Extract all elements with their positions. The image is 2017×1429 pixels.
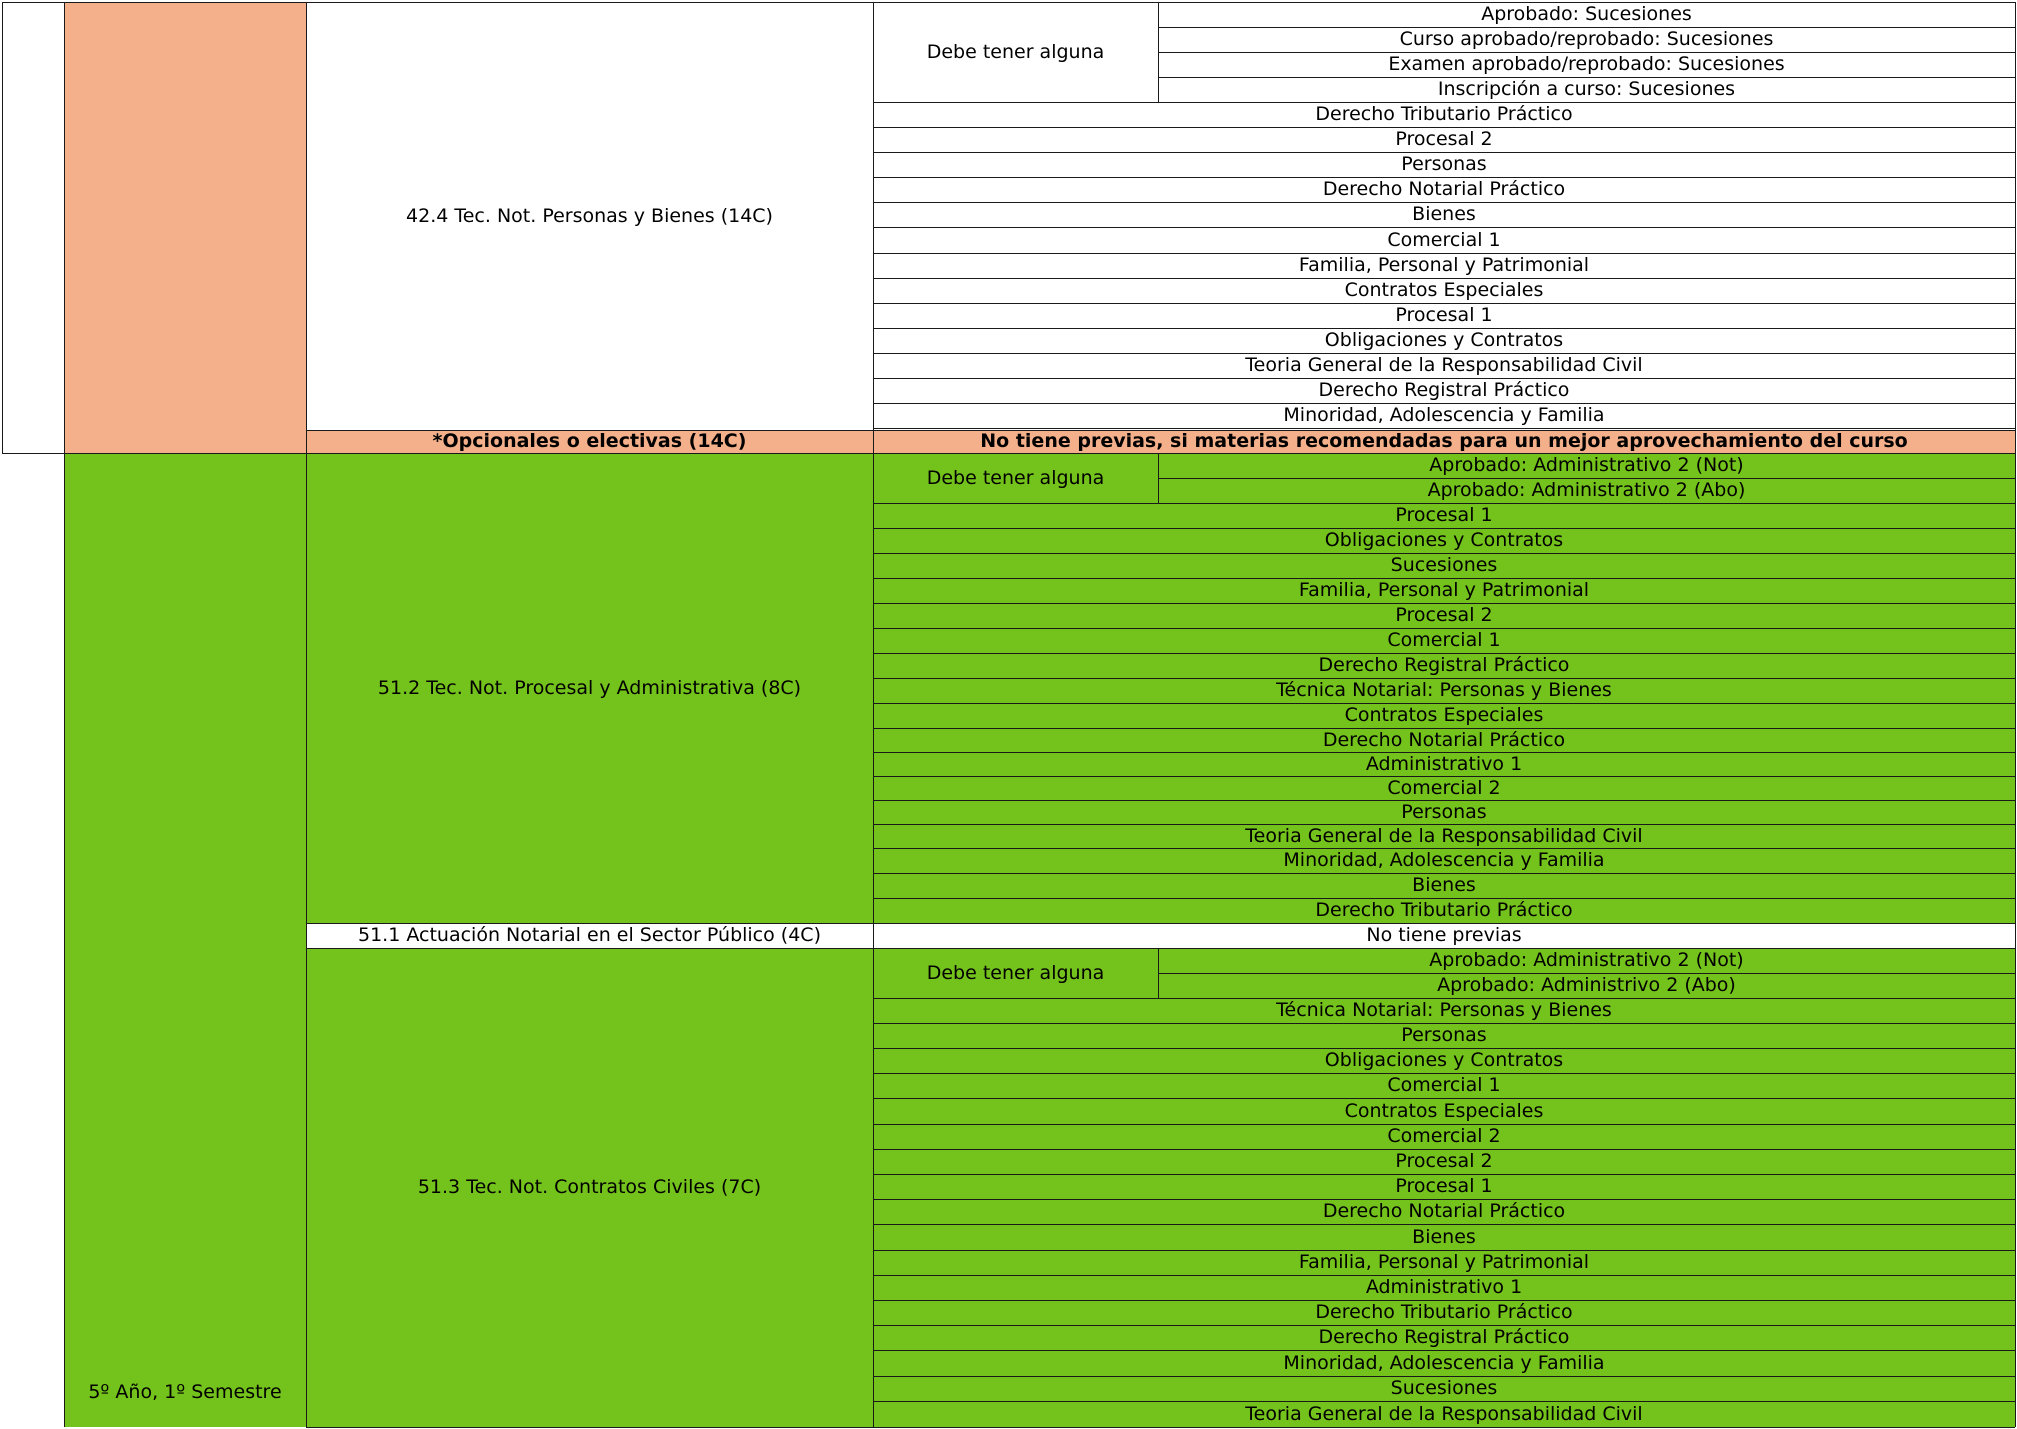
grid-line	[306, 948, 2015, 949]
requirement-item: Comercial 2	[873, 776, 2015, 800]
grid-line	[873, 1250, 2015, 1251]
grid-line	[873, 503, 2015, 504]
year-cell-salmon	[64, 2, 306, 453]
group-label: Debe tener alguna	[873, 2, 1158, 102]
requirement-item: Familia, Personal y Patrimonial	[873, 578, 2015, 603]
grid-line	[873, 528, 2015, 529]
left-margin-cell	[2, 2, 64, 453]
requirement-item: Minoridad, Adolescencia y Familia	[873, 848, 2015, 873]
requirement-item: Bienes	[873, 873, 2015, 898]
requirement-item: Teoria General de la Responsabilidad Civil	[873, 824, 2015, 848]
requirement-item: Examen aprobado/reprobado: Sucesiones	[1158, 52, 2015, 77]
grid-line	[306, 430, 2015, 431]
requirement-item: Familia, Personal y Patrimonial	[873, 253, 2015, 278]
grid-line	[873, 578, 2015, 579]
grid-line	[306, 2, 307, 1427]
grid-line	[64, 2, 65, 1427]
requirement-item: Obligaciones y Contratos	[873, 1048, 2015, 1073]
requirement-item: Inscripción a curso: Sucesiones	[1158, 77, 2015, 102]
requirement-item: Contratos Especiales	[873, 1098, 2015, 1124]
subject-cell: 51.3 Tec. Not. Contratos Civiles (7C)	[306, 948, 873, 1427]
grid-line	[873, 628, 2015, 629]
grid-line	[873, 848, 2015, 849]
requirement-item: Sucesiones	[873, 1376, 2015, 1401]
requirement-item: Derecho Notarial Práctico	[873, 1199, 2015, 1224]
grid-line	[1158, 52, 2015, 53]
requirement-item: Administrativo 1	[873, 1275, 2015, 1300]
grid-line	[306, 923, 2015, 924]
grid-line	[873, 653, 2015, 654]
grid-line	[873, 752, 2015, 753]
grid-line	[873, 728, 2015, 729]
grid-line	[873, 102, 2015, 103]
grid-line	[1158, 973, 2015, 974]
group-label: Debe tener alguna	[873, 948, 1158, 998]
requirement-item: Bienes	[873, 202, 2015, 227]
requirement-item: Técnica Notarial: Personas y Bienes	[873, 998, 2015, 1023]
requirement-item: Derecho Tributario Práctico	[873, 898, 2015, 923]
requirement-item: Derecho Tributario Práctico	[873, 102, 2015, 127]
requirement-item: Personas	[873, 152, 2015, 177]
requirement-item: Procesal 2	[873, 603, 2015, 628]
grid-line	[1158, 27, 2015, 28]
grid-line	[873, 1073, 2015, 1074]
grid-line	[873, 152, 2015, 153]
grid-line	[873, 800, 2015, 801]
requirement-item: Bienes	[873, 1224, 2015, 1250]
grid-line	[873, 1300, 2015, 1301]
requirement-item: Comercial 1	[873, 1073, 2015, 1098]
requirement-item: Personas	[873, 1023, 2015, 1048]
grid-line	[306, 1427, 2015, 1428]
semester-label: 5º Año, 1º Semestre	[88, 1380, 282, 1403]
grid-line	[2015, 2, 2016, 1427]
grid-line	[873, 873, 2015, 874]
grid-line	[873, 1350, 2015, 1351]
grid-line	[873, 824, 2015, 825]
subject-cell: 51.1 Actuación Notarial en el Sector Público (4C)	[306, 923, 873, 948]
optional-note-cell: No tiene previas, si materias recomendadas para un mejor aprovechamiento del curso	[873, 430, 2015, 453]
requirement-item: Procesal 1	[873, 303, 2015, 328]
requirement-item: Curso aprobado/reprobado: Sucesiones	[1158, 27, 2015, 52]
grid-line	[873, 1048, 2015, 1049]
grid-line	[2, 2, 3, 453]
grid-line	[873, 1376, 2015, 1377]
requirement-item: Teoria General de la Responsabilidad Civil	[873, 1401, 2015, 1427]
requirement-item: Contratos Especiales	[873, 703, 2015, 728]
grid-line	[873, 303, 2015, 304]
requirement-item: Familia, Personal y Patrimonial	[873, 1250, 2015, 1275]
subject-cell: 51.2 Tec. Not. Procesal y Administrativa (8C)	[306, 453, 873, 923]
optional-subject-cell: *Opcionales o electivas (14C)	[306, 430, 873, 453]
requirement-item: Procesal 2	[873, 127, 2015, 152]
grid-line	[873, 703, 2015, 704]
requirement-item: Personas	[873, 800, 2015, 824]
grid-line	[873, 1224, 2015, 1225]
grid-line	[873, 202, 2015, 203]
requirement-item: Aprobado: Administrivo 2 (Abo)	[1158, 973, 2015, 998]
grid-line	[873, 553, 2015, 554]
grid-line	[873, 1199, 2015, 1200]
grid-line	[873, 1275, 2015, 1276]
grid-line	[873, 1149, 2015, 1150]
requirement-item: Contratos Especiales	[873, 278, 2015, 303]
requirement-item: Sucesiones	[873, 553, 2015, 578]
grid-line	[873, 1325, 2015, 1326]
grid-line	[873, 328, 2015, 329]
grid-line	[873, 1174, 2015, 1175]
requirement-item: Procesal 1	[873, 503, 2015, 528]
requirement-item: Derecho Notarial Práctico	[873, 728, 2015, 752]
grid-line	[873, 177, 2015, 178]
requirement-item: Minoridad, Adolescencia y Familia	[873, 403, 2015, 428]
requirement-item: Minoridad, Adolescencia y Familia	[873, 1350, 2015, 1376]
grid-line	[873, 278, 2015, 279]
requirement-item: Teoria General de la Responsabilidad Civil	[873, 353, 2015, 378]
grid-line	[1158, 478, 2015, 479]
grid-line	[873, 776, 2015, 777]
grid-line	[873, 1098, 2015, 1099]
grid-line	[2, 453, 2015, 454]
grid-line	[873, 603, 2015, 604]
left-margin-cell	[2, 453, 64, 1427]
grid-line	[873, 898, 2015, 899]
grid-line	[1158, 77, 2015, 78]
requirement-note: No tiene previas	[873, 923, 2015, 948]
group-label: Debe tener alguna	[873, 453, 1158, 503]
grid-line	[873, 998, 2015, 999]
requirement-item: Procesal 1	[873, 1174, 2015, 1199]
semester-cell	[64, 453, 306, 1427]
requirement-item: Derecho Registral Práctico	[873, 378, 2015, 403]
grid-line	[2, 2, 2015, 3]
grid-line	[873, 1401, 2015, 1402]
grid-line	[873, 227, 2015, 228]
requirement-item: Procesal 2	[873, 1149, 2015, 1174]
requirement-item: Aprobado: Sucesiones	[1158, 2, 2015, 27]
requirement-item: Comercial 1	[873, 227, 2015, 253]
requirement-item: Comercial 1	[873, 628, 2015, 653]
grid-line	[873, 1023, 2015, 1024]
requirement-item: Técnica Notarial: Personas y Bienes	[873, 678, 2015, 703]
grid-line	[873, 253, 2015, 254]
requirement-item: Derecho Notarial Práctico	[873, 177, 2015, 202]
grid-line	[873, 428, 2015, 429]
grid-line	[873, 2, 874, 1427]
requirement-item: Obligaciones y Contratos	[873, 528, 2015, 553]
requirement-item: Comercial 2	[873, 1124, 2015, 1149]
grid-line	[873, 1124, 2015, 1125]
grid-line	[873, 127, 2015, 128]
grid-line	[873, 378, 2015, 379]
requirement-item: Obligaciones y Contratos	[873, 328, 2015, 353]
grid-line	[873, 403, 2015, 404]
subject-cell: 42.4 Tec. Not. Personas y Bienes (14C)	[306, 2, 873, 430]
grid-line	[873, 353, 2015, 354]
requirement-item: Derecho Tributario Práctico	[873, 1300, 2015, 1325]
requirement-item: Aprobado: Administrativo 2 (Not)	[1158, 948, 2015, 973]
grid-line	[873, 678, 2015, 679]
requirement-item: Aprobado: Administrativo 2 (Not)	[1158, 453, 2015, 478]
requirement-item: Administrativo 1	[873, 752, 2015, 776]
requirement-item: Aprobado: Administrativo 2 (Abo)	[1158, 478, 2015, 503]
requirement-item: Derecho Registral Práctico	[873, 653, 2015, 678]
requirement-item: Derecho Registral Práctico	[873, 1325, 2015, 1350]
